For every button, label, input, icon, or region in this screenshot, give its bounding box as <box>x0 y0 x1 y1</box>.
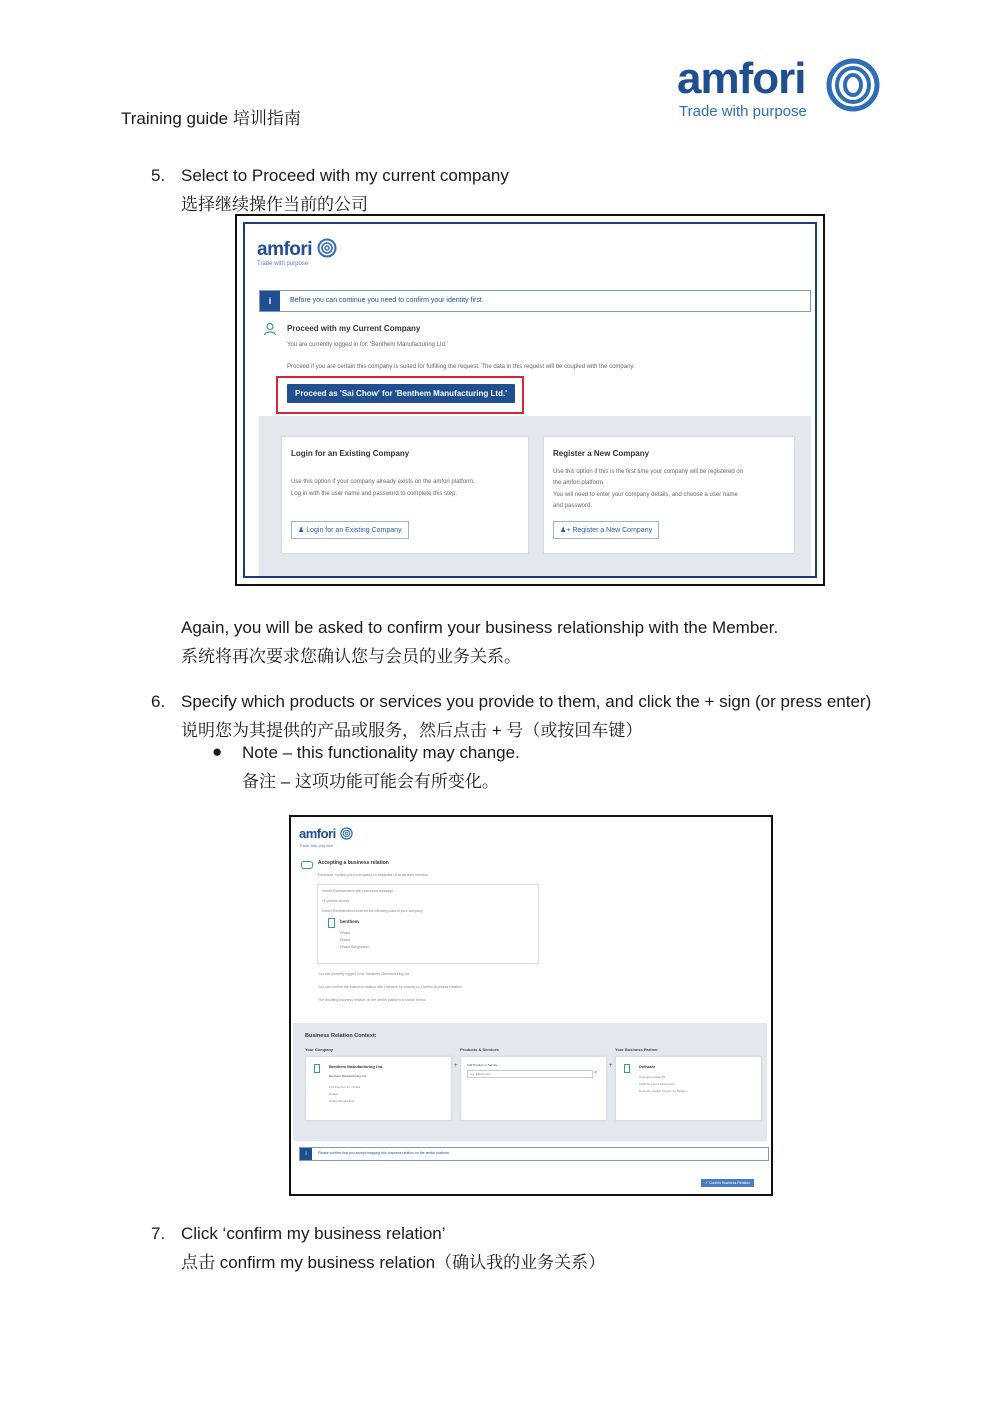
confirm-business-relation-button[interactable] <box>701 1179 754 1187</box>
products-card <box>460 1056 607 1121</box>
info-icon: i <box>300 1148 312 1160</box>
column-products: Products & Services <box>460 1047 499 1052</box>
user-icon <box>263 322 277 336</box>
step-text-en: Click ‘confirm my business relation’ <box>181 1224 446 1243</box>
screenshot-logo-icon <box>340 827 353 840</box>
bullet-text-zh: 备注 – 这项功能可能会有所变化。 <box>242 772 499 791</box>
screenshot-logo-wordmark: amfori <box>257 239 313 260</box>
your-company-sub: Benthem Manufacturing Ltd. <box>329 1074 367 1078</box>
amfori-logo-icon <box>826 58 880 112</box>
your-company-name: Benthem Manufacturing Ltd. <box>329 1064 384 1069</box>
register-card-title: Register a New Company <box>553 449 650 458</box>
message-text: Hi, please accept <box>322 899 349 903</box>
add-user-icon: ♟+ <box>560 527 571 534</box>
document-title: Training guide 培训指南 <box>121 109 301 128</box>
product-field-label: Add Product or Service <box>467 1063 498 1067</box>
proceed-button[interactable]: Proceed as 'Sai Chow' for 'Benthem Manufacturing Ltd.' <box>287 384 515 403</box>
your-company-addr: Dhaka Bangladesh <box>329 1099 355 1103</box>
add-product-icon[interactable]: × <box>594 1070 597 1076</box>
again-text-en: Again, you will be asked to confirm your business relationship with the Member. <box>181 618 779 637</box>
column-your-company: Your Company <box>305 1047 334 1052</box>
company-addr-line: Dhaka Bangladesh <box>340 945 370 949</box>
info-banner-text: Before you can continue you need to confirm your identity first. <box>290 297 484 304</box>
product-input[interactable] <box>467 1070 593 1078</box>
options-panel <box>259 416 811 576</box>
step-text-zh: 说明您为其提供的产品或服务，然后点击 + 号（或按回车键） <box>181 721 643 740</box>
login-card <box>281 436 529 554</box>
partner-addr: 1080 Sint-Jans-Molenbeek <box>639 1082 675 1086</box>
step-number: 7. <box>151 1224 166 1243</box>
building-icon <box>624 1064 630 1073</box>
your-company-addr: 123 Ponchol 12, Dhaka <box>329 1085 361 1089</box>
again-text-zh: 系统将再次要求您确认您与会员的业务关系。 <box>181 647 521 666</box>
check-icon: ✓ <box>705 1181 708 1185</box>
partner-name: Delhaize <box>639 1064 656 1069</box>
logged-in-text: You are currently logged in for 'Benthem Manufacturing Ltd.' <box>318 972 411 976</box>
bullet-text-en: Note – this functionality may change. <box>242 743 520 762</box>
partner-card <box>615 1056 762 1121</box>
confirm-banner <box>299 1147 769 1161</box>
message-box <box>317 884 539 964</box>
login-card-title: Login for an Existing Company <box>291 449 410 458</box>
screenshot-logo-wordmark: amfori <box>299 826 336 841</box>
confirm-business-relation-label: Confirm Business Relation <box>708 1181 751 1185</box>
info-icon: i <box>260 291 280 311</box>
invite-text: Delhaize invites your company to establish a business relation <box>318 872 429 877</box>
message-label: Xavier Rombaerdens left a personal message <box>322 889 394 893</box>
user-icon: ♟ <box>298 527 305 534</box>
handshake-icon <box>301 861 313 869</box>
step-text-en: Select to Proceed with my current company <box>181 166 509 185</box>
connector-plus-icon: + <box>609 1063 613 1069</box>
your-company-addr: Dhaka <box>329 1092 338 1096</box>
register-new-button-label: Register a New Company <box>572 527 653 534</box>
column-partner: Your Business Partner <box>615 1047 658 1052</box>
partner-addr: Brussels Capital, Région de Belgium <box>639 1089 688 1093</box>
register-new-button[interactable] <box>553 521 659 539</box>
step-text-zh: 选择继续操作当前的公司 <box>181 195 368 214</box>
login-card-line2: Log in with the user name and password to complete this step. <box>291 491 458 497</box>
share-label: Xavier Rombaerdens entered the following data of your company <box>322 909 423 913</box>
login-existing-button[interactable] <box>291 521 409 539</box>
step-number: 6. <box>151 692 166 711</box>
register-card <box>543 436 795 554</box>
screenshot-logo-tagline: Trade with purpose <box>257 261 309 267</box>
company-addr-line: Dhaka <box>340 931 351 935</box>
amfori-logo-wordmark: amfori <box>677 54 806 103</box>
screenshot-proceed-company <box>235 214 825 586</box>
register-card-line4: and password. <box>553 503 593 509</box>
login-card-line1: Use this option if your company already exists on the amfori platform. <box>291 479 475 485</box>
your-company-card <box>305 1056 452 1121</box>
confirm-banner-text: Please confirm that you accept mapping this business relation on the amfori platform. <box>318 1151 450 1155</box>
login-existing-button-label: Login for an Existing Company <box>306 527 402 534</box>
amfori-tagline: Trade with purpose <box>679 103 807 120</box>
connector-plus-icon: + <box>454 1063 458 1069</box>
step-text-zh: 点击 confirm my business relation（确认我的业务关系） <box>181 1253 606 1272</box>
confirm-note: You can confirm the business relation with Delhaize by clicking on Confirm Business Relation <box>318 985 463 989</box>
screenshot-business-relation <box>289 815 773 1196</box>
step-text-en: Specify which products or services you provide to them, and click the + sign (or press enter) <box>181 692 872 711</box>
company-name: benthem <box>340 919 359 924</box>
partner-addr: Osseghemstraat 53 <box>639 1075 666 1079</box>
context-panel <box>293 1023 767 1141</box>
register-card-line2: the amfori platform. <box>553 480 605 486</box>
register-card-line3: You will need to enter your company details, and choose a user name <box>553 492 738 498</box>
logged-in-text: You are currently logged in for: 'Benthem Manufacturing Ltd.' <box>287 342 448 348</box>
company-addr-line: Dhaka <box>340 938 351 942</box>
building-icon <box>328 918 335 928</box>
bullet-dot: ● <box>212 742 223 761</box>
context-title: Business Relation Context: <box>305 1033 377 1039</box>
accepting-heading: Accepting a business relation <box>318 860 389 866</box>
screenshot-logo-icon <box>317 238 337 258</box>
result-note: The resulting business relation on the amfori platform is shown below <box>318 998 426 1002</box>
proceed-heading: Proceed with my Current Company <box>287 324 421 333</box>
register-card-line1: Use this option if this is the first time your company will be registered on <box>553 469 744 475</box>
building-icon <box>314 1064 320 1073</box>
proceed-note: Proceed if you are certain this company is suited for fulfilling the request. The data in this request will be coupled with the company. <box>287 364 635 370</box>
screenshot-logo-tagline: Trade with purpose <box>299 843 334 848</box>
step-number: 5. <box>151 166 166 185</box>
info-banner <box>259 290 811 312</box>
